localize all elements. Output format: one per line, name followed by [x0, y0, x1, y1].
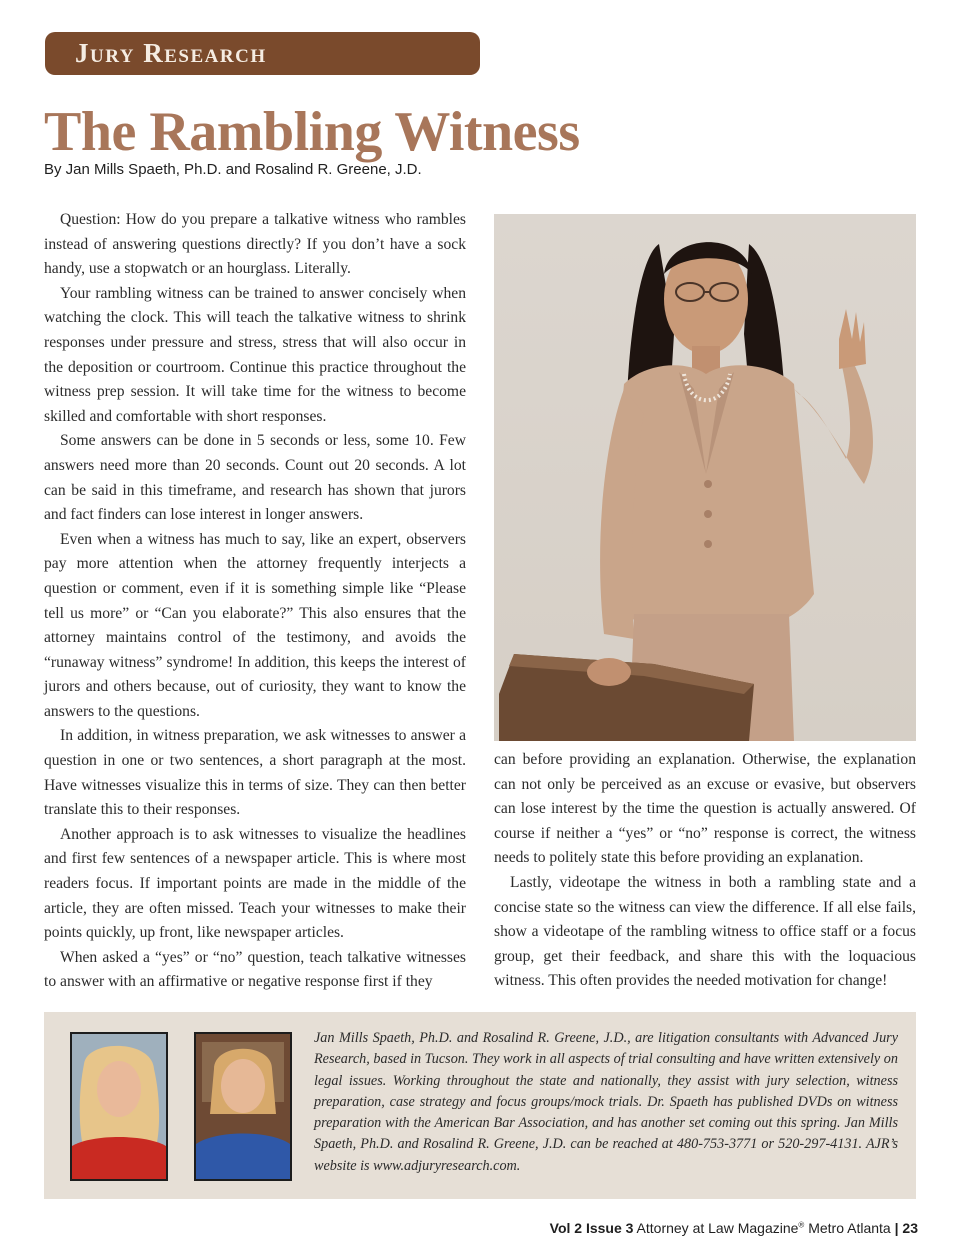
paragraph: When asked a “yes” or “no” question, teach talkative witnesses to answer with an affirmative or negative response first if they [44, 948, 466, 991]
section-label: Jury Research [75, 38, 267, 68]
author-bio: Jan Mills Spaeth, Ph.D. and Rosalind R. Greene, J.D., are litigation consultants with Advanced Jury Research, based in Tucson. They work in all aspects of trial consulting and have written extensively on legal issues. Working throughout the state and nationally, they assist with jury selection, witness preparation, case strategy and focus groups/mock trials. Dr. Spaeth has published DVDs on witness preparation with the American Bar Association, and has another set coming out this spring. Jan Mills Spaeth, Ph.D. and Rosalind R. Greene, J.D. can be reached at 480-753-3771 or 520-297-4131. AJR’s website is www.adjuryresearch.com. [314, 1030, 898, 1174]
section-banner [45, 32, 480, 75]
article-column-left [44, 208, 466, 995]
paragraph: Your rambling witness can be trained to answer concisely when watching the clock. This will teach the talkative witness to shrink responses under pressure and stress, stress that will also occur in the deposition or courtroom. Continue this practice throughout the witness prep session. It will take time for the witness to become skilled and comfortable with short responses. [44, 284, 466, 425]
issue-label: Vol 2 Issue 3 [549, 1220, 634, 1236]
paragraph: In addition, in witness preparation, we ask witnesses to answer a question in one or two sentences, a short paragraph at the most. Have witnesses visualize this in terms of size. They can then better translate this to their responses. [44, 727, 466, 819]
article-column-right [494, 748, 916, 994]
registered-mark: ® [798, 1220, 805, 1230]
witness-photo [494, 214, 916, 741]
paragraph: Even when a witness has much to say, like an expert, observers pay more attention when the attorney frequently interjects a question or comment, even if it is something simple like “Please tell us more” or “Can you elaborate?” This also ensures that the attorney maintains control of the testimony, and avoids the “runaway witness” syndrome! In addition, this keeps the interest of jurors and others because, out of curiosity, they want to know the answers to the questions. [44, 530, 466, 720]
paragraph: Some answers can be done in 5 seconds or less, some 10. Few answers need more than 20 seconds. Count out 20 seconds. A lot can be said in this timeframe, and research has shown that jurors and fact finders can lose interest in longer answers. [44, 432, 466, 524]
witness-illustration [494, 214, 916, 741]
paragraph: can before providing an explanation. Otherwise, the explanation can not only be perceived as an excuse or evasive, but observers can lose interest by the time the question is actually answered. Of course if neither a “yes” or “no” response is correct, the witness needs to politely state this before providing an explanation. [494, 751, 916, 867]
footer-separator: | [894, 1220, 899, 1236]
magazine-name: Attorney at Law Magazine [636, 1220, 799, 1236]
byline: By Jan Mills Spaeth, Ph.D. and Rosalind R. Greene, J.D. [44, 161, 422, 178]
author-photo-greene [194, 1032, 292, 1181]
page-number: 23 [902, 1220, 918, 1236]
article-title: The Rambling Witness [44, 101, 580, 163]
paragraph: Another approach is to ask witnesses to visualize the headlines and first few sentences of a newspaper article. This is where most readers focus. If important points are made in the middle of the article, they are often missed. Teach your witnesses to make their points quickly, up front, like newspaper articles. [44, 825, 466, 942]
paragraph: Lastly, videotape the witness in both a rambling state and a concise state so the witness can view the difference. If all else fails, show a videotape of the rambling witness to office staff or a focus group, get their feedback, and share this with the loquacious witness. This often provides the needed motivation for change! [494, 873, 916, 990]
author-photo-spaeth [70, 1032, 168, 1181]
author-illustration [72, 1034, 166, 1179]
edition-label: Metro Atlanta [808, 1220, 891, 1236]
page-footer [550, 1220, 918, 1236]
author-bio-box [44, 1012, 916, 1199]
paragraph: Question: How do you prepare a talkative witness who rambles instead of answering questions directly? If you don’t have a sock handy, use a stopwatch or an hourglass. Literally. [44, 211, 466, 278]
author-illustration [196, 1034, 290, 1179]
